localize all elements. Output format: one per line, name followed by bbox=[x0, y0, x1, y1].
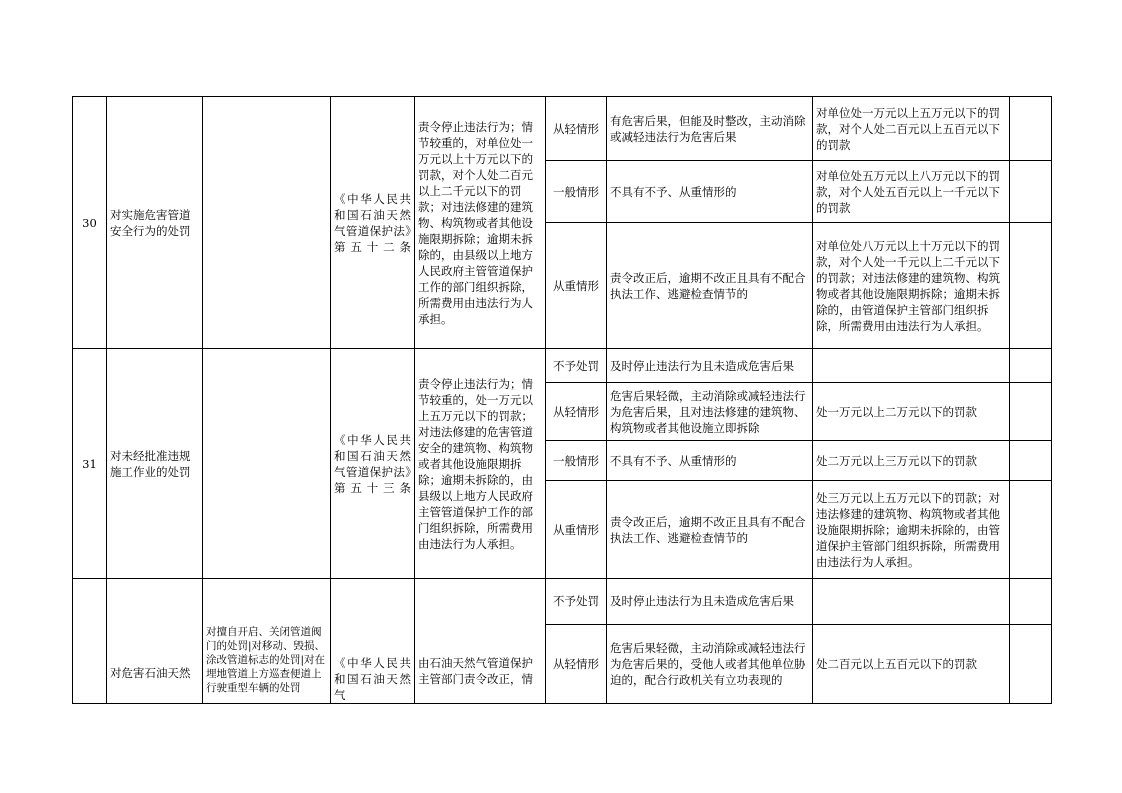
table-row bbox=[73, 349, 1052, 383]
penalty-standard: 处二百元以上五百元以下的罚款 bbox=[813, 624, 1010, 703]
circumstance-class: 从轻情形 bbox=[546, 97, 607, 161]
circumstance-condition: 危害后果轻微，主动消除或减轻违法行为危害后果的，受他人或者其他单位胁迫的，配合行政机关有立功表现的 bbox=[607, 624, 813, 703]
circumstance-condition: 及时停止违法行为且未造成危害后果 bbox=[607, 349, 813, 383]
circumstance-class: 从重情形 bbox=[546, 223, 607, 349]
remark-cell bbox=[1010, 349, 1052, 383]
circumstance-condition: 有危害后果，但能及时整改，主动消除或减轻违法行为危害后果 bbox=[607, 97, 813, 161]
penalty-standard bbox=[813, 579, 1010, 625]
circumstance-class: 一般情形 bbox=[546, 441, 607, 481]
penalty-standard: 处二万元以上三万元以下的罚款 bbox=[813, 441, 1010, 481]
table-row bbox=[73, 97, 1052, 161]
table-row bbox=[73, 579, 1052, 625]
penalty-provision: 责令停止违法行为；情节较重的，对单位处一万元以上十万元以下的罚款，对个人处二百元以上二千元以下的罚款；对违法修建的建筑物、构筑物或者其他设施限期拆除；逾期未拆除的，由县级以上地方人民政府主管管道保护工作的部门组织拆除，所需费用由违法行为人承担。 bbox=[415, 97, 546, 349]
circumstance-condition: 及时停止违法行为且未造成危害后果 bbox=[607, 579, 813, 625]
remark-cell bbox=[1010, 441, 1052, 481]
circumstance-condition: 不具有不予、从重情形的 bbox=[607, 441, 813, 481]
legal-basis: 《中华人民共和国石油天然气 bbox=[331, 579, 415, 704]
remark-cell bbox=[1010, 223, 1052, 349]
penalty-standard: 对单位处八万元以上十万元以下的罚款，对个人处一千元以上二千元以下的罚款；对违法修建的建筑物、构筑物或者其他设施限期拆除；逾期未拆除的，由管道保护主管部门组织拆除，所需费用由违法行为人承担。 bbox=[813, 223, 1010, 349]
penalty-standard: 对单位处一万元以上五万元以下的罚款，对个人处二百元以上五百元以下的罚款 bbox=[813, 97, 1010, 161]
circumstance-class: 从轻情形 bbox=[546, 624, 607, 703]
item-name: 对未经批准违规施工作业的处罚 bbox=[107, 349, 203, 579]
circumstance-class: 不予处罚 bbox=[546, 349, 607, 383]
penalty-standard: 处三万元以上五万元以下的罚款；对违法修建的建筑物、构筑物或者其他设施限期拆除；逾期未拆除的，由管道保护主管部门组织拆除，所需费用由违法行为人承担。 bbox=[813, 481, 1010, 579]
penalty-provision: 由石油天然气管道保护主管部门责令改正，情 bbox=[415, 579, 546, 704]
remark-cell bbox=[1010, 383, 1052, 441]
circumstance-class: 从轻情形 bbox=[546, 383, 607, 441]
remark-cell bbox=[1010, 481, 1052, 579]
remark-cell bbox=[1010, 97, 1052, 161]
sub-items bbox=[203, 349, 331, 579]
penalty-standard: 处一万元以上二万元以下的罚款 bbox=[813, 383, 1010, 441]
item-number: 30 bbox=[73, 97, 107, 349]
penalty-standard: 对单位处五万元以上八万元以下的罚款，对个人处五百元以上一千元以下的罚款 bbox=[813, 161, 1010, 223]
legal-basis: 《中华人民共和国石油天然气管道保护法》第五十二条 bbox=[331, 97, 415, 349]
circumstance-class: 不予处罚 bbox=[546, 579, 607, 625]
penalty-standards-table bbox=[72, 96, 1052, 704]
circumstance-condition: 危害后果轻微，主动消除或减轻违法行为危害后果，且对违法修建的建筑物、构筑物或者其他设施立即拆除 bbox=[607, 383, 813, 441]
circumstance-class: 一般情形 bbox=[546, 161, 607, 223]
circumstance-condition: 不具有不予、从重情形的 bbox=[607, 161, 813, 223]
legal-basis: 《中华人民共和国石油天然气管道保护法》第五十三条 bbox=[331, 349, 415, 579]
item-number: 31 bbox=[73, 349, 107, 579]
remark-cell bbox=[1010, 624, 1052, 703]
circumstance-condition: 责令改正后，逾期不改正且具有不配合执法工作、逃避检查情节的 bbox=[607, 481, 813, 579]
sub-items: 对擅自开启、关闭管道阀门的处罚|对移动、毁损、涂改管道标志的处罚|对在埋地管道上方巡查便道上行驶重型车辆的处罚 bbox=[203, 579, 331, 704]
remark-cell bbox=[1010, 161, 1052, 223]
penalty-standard bbox=[813, 349, 1010, 383]
sub-items bbox=[203, 97, 331, 349]
circumstance-condition: 责令改正后，逾期不改正且具有不配合执法工作、逃避检查情节的 bbox=[607, 223, 813, 349]
item-number bbox=[73, 579, 107, 704]
item-name: 对实施危害管道安全行为的处罚 bbox=[107, 97, 203, 349]
penalty-provision: 责令停止违法行为；情节较重的，处一万元以上五万元以下的罚款；对违法修建的危害管道安全的建筑物、构筑物或者其他设施限期拆除；逾期未拆除的，由县级以上地方人民政府主管管道保护工作的部门组织拆除，所需费用由违法行为人承担。 bbox=[415, 349, 546, 579]
circumstance-class: 从重情形 bbox=[546, 481, 607, 579]
remark-cell bbox=[1010, 579, 1052, 625]
item-name: 对危害石油天然 bbox=[107, 579, 203, 704]
table-viewport bbox=[72, 96, 1052, 702]
